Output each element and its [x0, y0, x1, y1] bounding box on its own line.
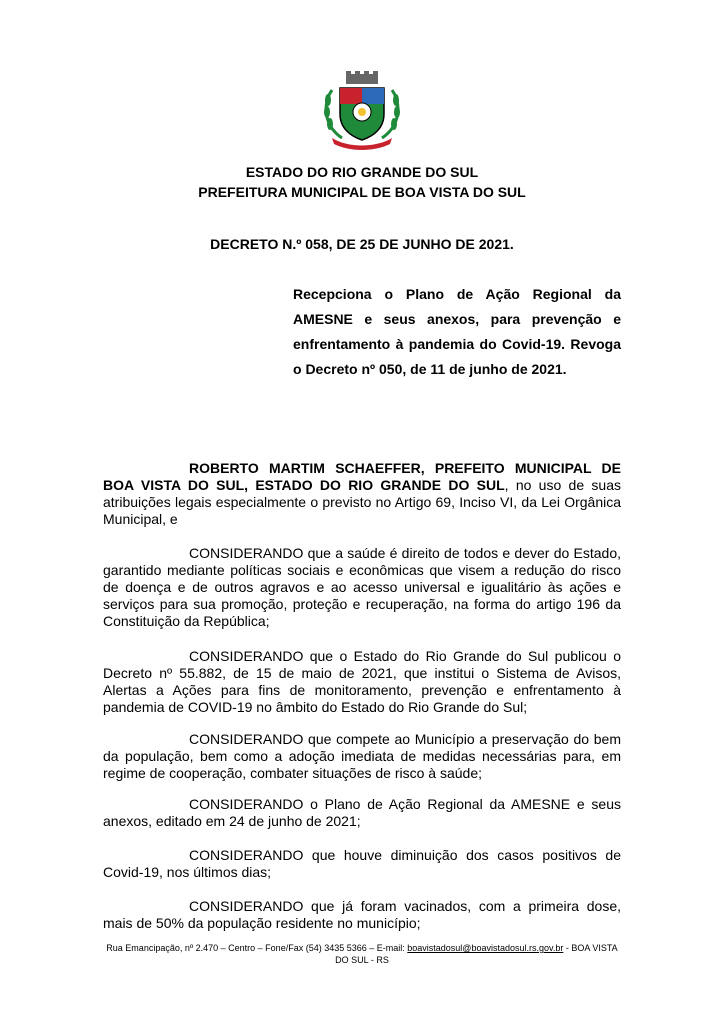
state-heading: ESTADO DO RIO GRANDE DO SUL: [245, 164, 479, 180]
decree-title: DECRETO N.º 058, DE 25 DE JUNHO DE 2021.: [210, 236, 514, 252]
footer-city: - BOA VISTA DO SUL - RS: [335, 943, 618, 965]
considerando-2: [103, 648, 621, 716]
considerando-4: [103, 796, 621, 830]
considerando-5: [103, 847, 621, 881]
considerando-text: CONSIDERANDO que houve diminuição dos casos positivos de Covid-19, nos últimos dias;: [103, 847, 621, 880]
considerando-1: [103, 545, 621, 630]
considerando-text: CONSIDERANDO que compete ao Município a preservação do bem da população, bem como a adoção imediata de medidas necessárias para, em regime de cooperação, combater situações de risco à saúde;: [103, 731, 621, 781]
preamble-paragraph: [103, 460, 621, 528]
preamble-text: , no uso de suas atribuições legais especialmente o previsto no Artigo 69, Inciso VI, da Lei Orgânica Municipal, e: [103, 477, 621, 527]
footer-email-link[interactable]: boavistadosul@boavistadosul.rs.gov.br: [407, 943, 564, 953]
considerando-3: [103, 731, 621, 782]
decree-summary: Recepciona o Plano de Ação Regional da AMESNE e seus anexos, para prevenção e enfrentamento à pandemia do Covid-19. Revoga o Decreto nº 050, de 11 de junho de 2021.: [293, 286, 621, 377]
considerando-text: CONSIDERANDO que já foram vacinados, com a primeira dose, mais de 50% da população residente no município;: [103, 898, 621, 931]
considerando-text: CONSIDERANDO o Plano de Ação Regional da AMESNE e seus anexos, editado em 24 de junho de 2021;: [103, 796, 621, 829]
prefecture-heading: PREFEITURA MUNICIPAL DE BOA VISTA DO SUL: [198, 184, 526, 200]
considerando-text: CONSIDERANDO que a saúde é direito de todos e dever do Estado, garantido mediante políticas sociais e econômicas que visem a redução do risco de doença e de outros agravos e ao acesso universal e igualitário às ações e serviços para sua promoção, proteção e recuperação, na forma do artigo 196 da Constituição da República;: [103, 545, 621, 629]
footer-address: Rua Emancipação, nº 2.470 – Centro – Fone/Fax (54) 3435 5366 – E-mail:: [106, 943, 408, 953]
preamble-mayor-name: ROBERTO MARTIM SCHAEFFER, PREFEITO MUNICIPAL DE BOA VISTA DO SUL, ESTADO DO RIO GRANDE DO SUL: [103, 460, 621, 493]
municipal-coat-of-arms: [318, 70, 406, 152]
considerando-6: [103, 898, 621, 932]
considerando-text: CONSIDERANDO que o Estado do Rio Grande do Sul publicou o Decreto nº 55.882, de 15 de maio de 2021, que institui o Sistema de Avisos, Alertas a Ações para fins de monitoramento, prevenção e enfrentamento à pandemia de COVID-19 no âmbito do Estado do Rio Grande do Sul;: [103, 648, 621, 715]
page-footer: [103, 942, 621, 966]
